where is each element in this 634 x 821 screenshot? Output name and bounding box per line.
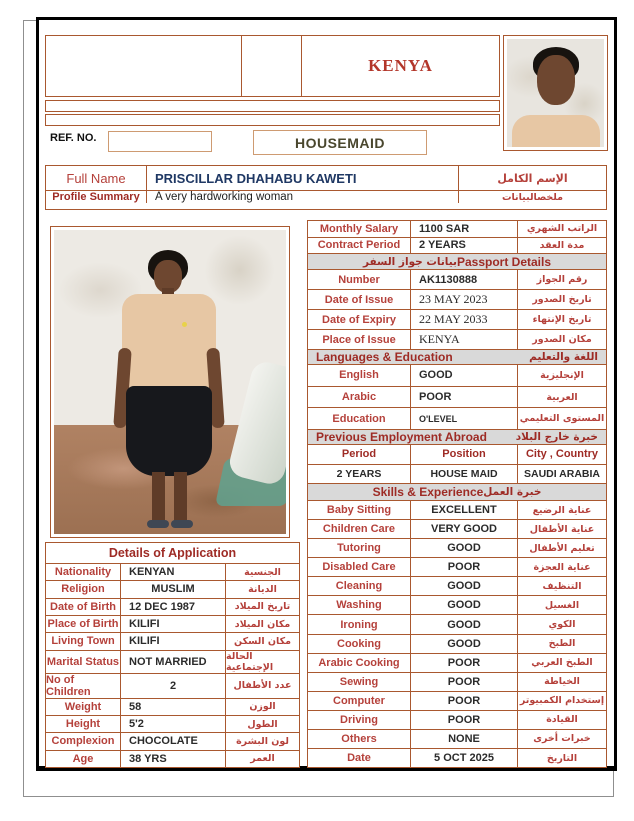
table-row: Age 38 YRS العمر [46, 750, 299, 767]
passport-section [308, 269, 606, 349]
table-row: Others NONE خبرات أخرى [308, 729, 606, 748]
full-name-row [46, 166, 606, 190]
table-row: Computer POOR إستخدام الكمبيوتر [308, 691, 606, 710]
table-row: Religion MUSLIM الديانة [46, 580, 299, 597]
profile-summary-row [46, 190, 606, 203]
table-row: Cleaning GOOD التنظيف [308, 576, 606, 595]
table-row: Arabic Cooking POOR الطبخ العربي [308, 653, 606, 672]
table-row: Date of Birth 12 DEC 1987 تاريخ الميلاد [46, 598, 299, 615]
table-row: Height 5'2 الطول [46, 715, 299, 732]
table-row: Marital Status NOT MARRIED الحالة الإجتماعية [46, 650, 299, 673]
table-row: Weight 58 الوزن [46, 698, 299, 715]
employment-header-arabic: خبرة خارج البلاد [515, 431, 598, 443]
profile-summary-label: Profile Summary [52, 191, 140, 203]
table-row: No of Children 2 عدد الأطفال [46, 673, 299, 698]
table-row: Tutoring GOOD تعليم الأطفال [308, 538, 606, 557]
header-rule-2 [45, 114, 500, 126]
table-row: Washing GOOD الغسيل [308, 595, 606, 614]
table-row: Place of Issue KENYA مكان الصدور [308, 329, 606, 349]
table-row: Monthly Salary 1100 SAR الراتب الشهري [308, 221, 606, 237]
full-name-value: PRISCILLAR DHAHABU KAWETI [155, 170, 357, 186]
table-row: Arabic POOR العربية [308, 386, 606, 408]
table-row: Ironing GOOD الكوي [308, 614, 606, 633]
logo-box [46, 36, 241, 96]
profile-summary-value: A very hardworking woman [155, 191, 294, 203]
table-row: Contract Period 2 YEARS مدة العقد [308, 237, 606, 254]
table-row: Living Town KILIFI مكان السكن [46, 632, 299, 649]
table-row: Cooking GOOD الطبخ [308, 634, 606, 653]
passport-section-header [308, 253, 606, 269]
full-name-label: Full Name [66, 170, 126, 186]
country-name: KENYA [368, 56, 433, 75]
salary-section [308, 221, 606, 253]
skills-header: Skills & Experience [372, 485, 484, 499]
table-row: Education O'LEVEL المستوى التعليمي [308, 407, 606, 429]
document-page [36, 17, 617, 771]
header-spacer-box [241, 36, 301, 96]
table-row: Place of Birth KILIFI مكان الميلاد [46, 615, 299, 632]
position-title-box [253, 130, 427, 155]
full-name-arabic: الإسم الكامل [497, 171, 568, 185]
table-row: Children Care VERY GOOD عناية الأطفال [308, 519, 606, 538]
employment-data-row: 2 YEARS HOUSE MAID SAUDI ARABIA [308, 464, 606, 484]
applicant-photo [50, 226, 290, 538]
table-row: Date of Expiry 22 MAY 2033 تاريخ الإنتهاء [308, 309, 606, 329]
table-row: Complexion CHOCOLATE لون البشرة [46, 732, 299, 749]
languages-header: Languages & Education [316, 350, 453, 364]
ref-no-field [108, 131, 212, 152]
name-table [45, 165, 607, 210]
languages-header-arabic: اللغة والتعليم [529, 351, 598, 363]
table-row: English GOOD الإنجليزية [308, 365, 606, 386]
person-shoulders [512, 115, 600, 147]
table-row: Date of Issue 23 MAY 2023 تاريخ الصدور [308, 289, 606, 309]
languages-section [308, 364, 606, 429]
employment-section [308, 444, 606, 483]
ref-no-label: REF. NO. [50, 132, 97, 144]
right-column-tables [307, 220, 607, 768]
table-row: Driving POOR القيادة [308, 710, 606, 729]
details-title: Details of Application [108, 546, 237, 560]
skills-header-arabic: خبرة العمل [483, 486, 542, 498]
employment-header: Previous Employment Abroad [316, 430, 487, 444]
skills-section [308, 500, 606, 767]
passport-header-arabic: بيانات جواز السفر [362, 255, 457, 268]
table-row: Disabled Care POOR عناية العجزة [308, 557, 606, 576]
headshot-photo [503, 35, 608, 151]
header-boxes [45, 35, 500, 97]
table-row: Number AK1130888 رقم الجواز [308, 270, 606, 289]
employment-columns-row: Period Position City , Country [308, 445, 606, 464]
passport-header: Passport Details [456, 254, 552, 269]
profile-summary-arabic: ملخصالبيانات [501, 191, 564, 203]
languages-section-header [308, 349, 606, 364]
skills-section-header [308, 483, 606, 500]
table-row: Date 5 OCT 2025 التاريخ [308, 748, 606, 767]
person-figure [54, 230, 286, 534]
table-row: Baby Sitting EXCELLENT عناية الرضيع [308, 501, 606, 519]
employment-section-header [308, 429, 606, 444]
country-box [301, 36, 499, 96]
person-head [537, 55, 575, 105]
position-title: HOUSEMAID [294, 134, 386, 151]
header-rule-1 [45, 100, 500, 112]
details-of-application-table [45, 542, 300, 768]
table-row: Sewing POOR الخياطة [308, 672, 606, 691]
table-row: Nationality KENYAN الجنسية [46, 563, 299, 580]
